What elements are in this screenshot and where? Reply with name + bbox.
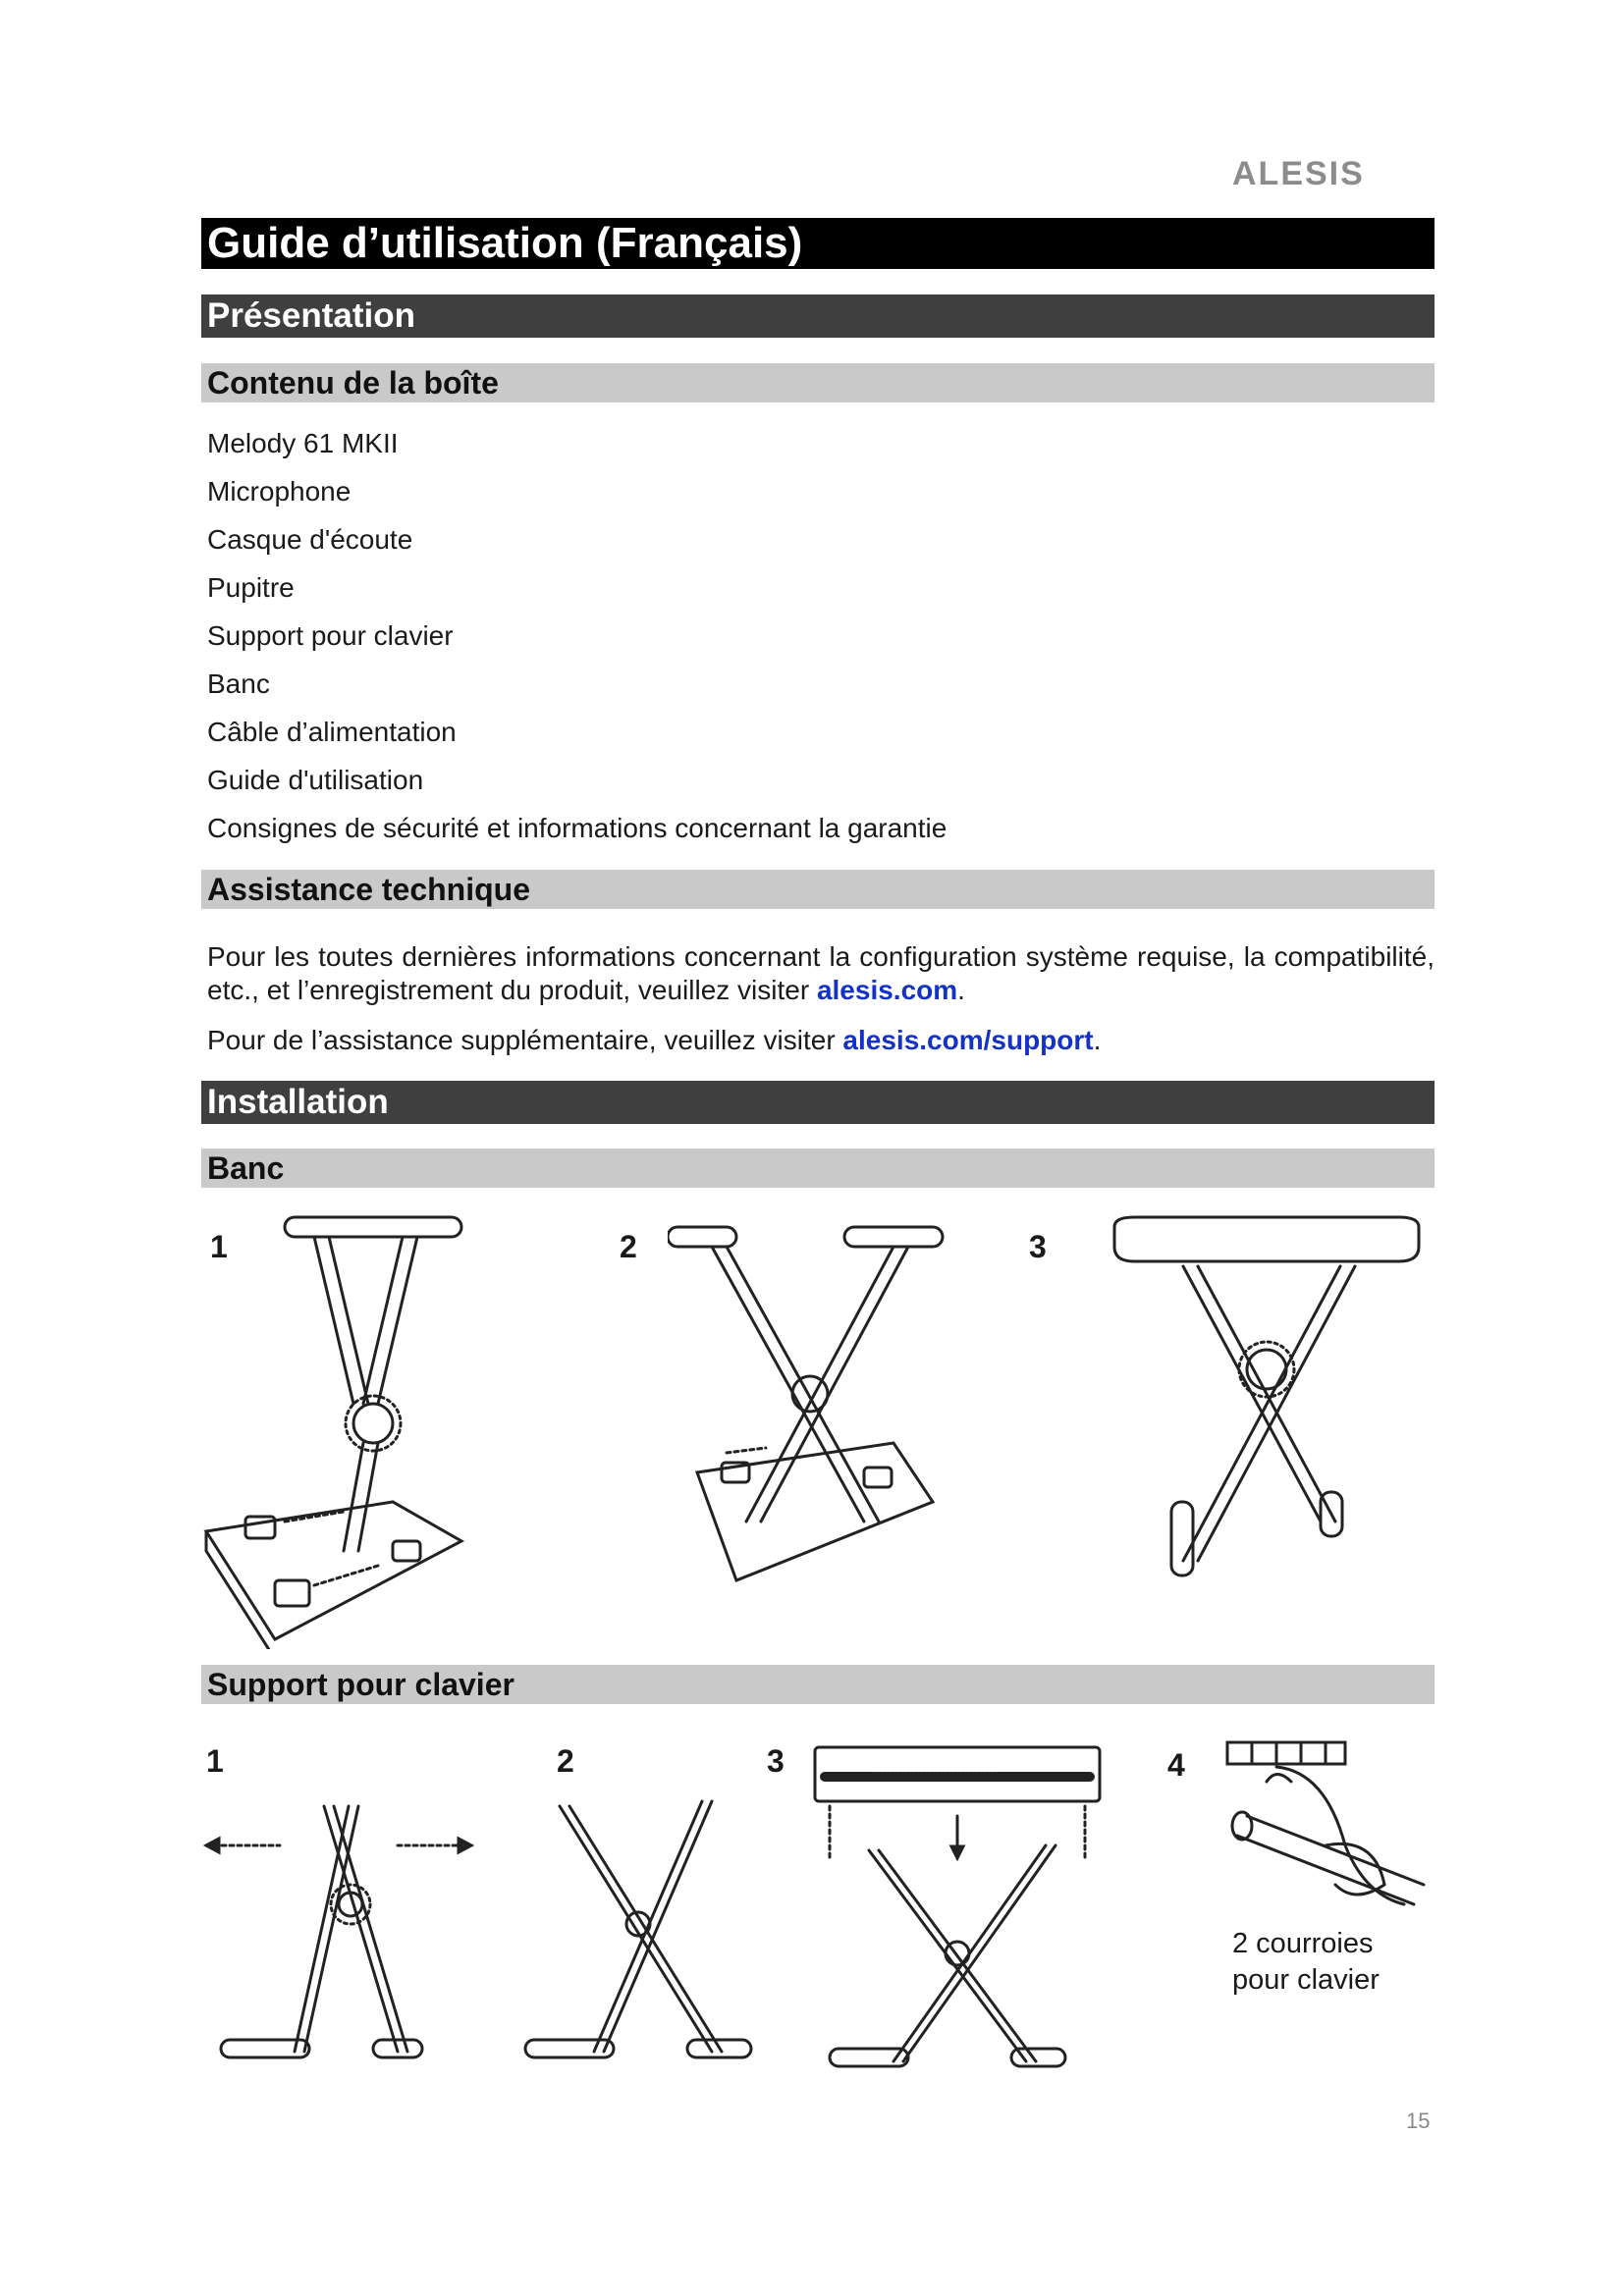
stand-step-3-number: 3 (767, 1743, 785, 1779)
stand-step-1-illustration (201, 1787, 476, 2071)
bench-step-2-illustration (668, 1207, 952, 1600)
stand-step-2-number: 2 (557, 1743, 574, 1779)
list-item: Support pour clavier (207, 620, 454, 651)
bench-step-1-illustration (196, 1207, 471, 1649)
list-item: Melody 61 MKII (207, 428, 399, 458)
box-contents-list (207, 424, 947, 857)
bench-step-3-illustration (1105, 1207, 1429, 1580)
bench-heading: Banc (201, 1148, 1435, 1188)
section-presentation-heading: Présentation (201, 294, 1435, 338)
stand-step-2-illustration (515, 1787, 761, 2071)
support-paragraph-1-end: . (957, 975, 965, 1005)
support-paragraph-2-end: . (1093, 1025, 1102, 1055)
list-item: Microphone (207, 476, 352, 507)
list-item: Pupitre (207, 572, 295, 603)
list-item: Câble d’alimentation (207, 717, 457, 747)
bench-step-2-number: 2 (620, 1229, 637, 1264)
alesis-support-link[interactable]: alesis.com/support (842, 1025, 1094, 1055)
support-paragraph-1 (207, 940, 1435, 1007)
alesis-logo-text: ALESIS (1232, 155, 1365, 192)
tech-support-heading: Assistance technique (201, 870, 1435, 909)
alesis-link[interactable]: alesis.com (816, 975, 958, 1005)
stand-step-3-illustration (810, 1742, 1105, 2071)
bench-step-3-number: 3 (1029, 1229, 1047, 1264)
support-paragraph-1-text: Pour les toutes dernières informations concernant la configuration système requise, la compatibilité, etc., et l’enregistrement du produit, veuillez visiter (207, 941, 1435, 1005)
section-installation-heading: Installation (201, 1081, 1435, 1124)
support-paragraph-2-text: Pour de l’assistance supplémentaire, veuillez visiter (207, 1025, 843, 1055)
list-item: Consignes de sécurité et informations concernant la garantie (207, 813, 947, 843)
list-item: Guide d'utilisation (207, 765, 424, 795)
list-item: Banc (207, 668, 270, 699)
strap-caption: 2 courroies pour clavier (1232, 1928, 1380, 1996)
stand-step-4-strap-illustration (1218, 1737, 1429, 1924)
alesis-logo (1232, 153, 1429, 192)
page-title: Guide d’utilisation (Français) (201, 218, 1435, 269)
keyboard-stand-heading: Support pour clavier (201, 1665, 1435, 1704)
list-item: Casque d'écoute (207, 524, 413, 555)
support-paragraph-2 (207, 1024, 1435, 1057)
stand-step-4-number: 4 (1167, 1747, 1185, 1783)
stand-step-1-number: 1 (206, 1743, 224, 1779)
box-contents-heading: Contenu de la boîte (201, 363, 1435, 402)
bench-step-1-number: 1 (210, 1229, 228, 1264)
page-number: 15 (1406, 2109, 1431, 2133)
